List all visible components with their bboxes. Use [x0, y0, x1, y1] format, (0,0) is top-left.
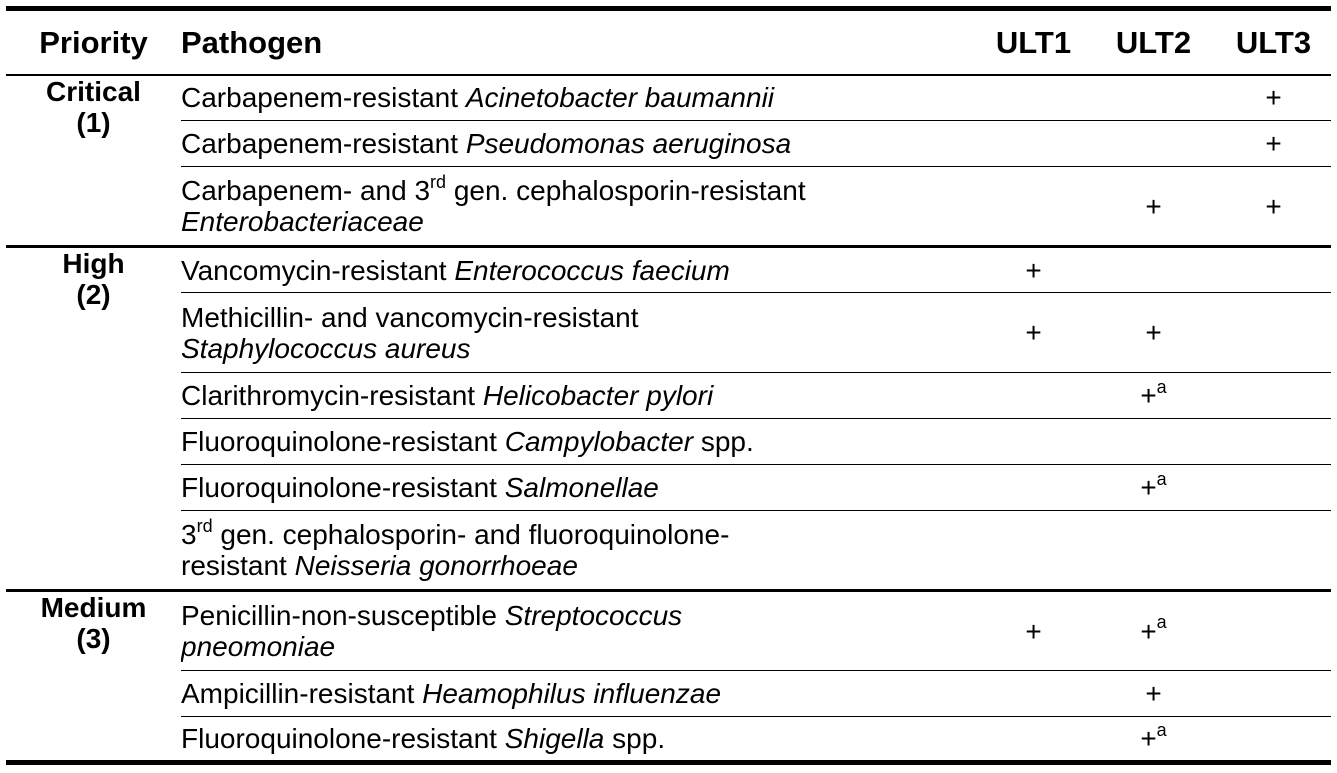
pathogen-text: Campylobacter — [504, 426, 694, 457]
pathogen-text: Carbapenem- and 3 — [181, 175, 431, 206]
priority-pathogen-table — [6, 6, 1331, 765]
pathogen-cell — [181, 511, 976, 591]
pathogen-text: Penicillin-non-susceptible — [181, 600, 505, 631]
ult2-cell — [1091, 465, 1216, 511]
priority-number: (1) — [76, 106, 111, 138]
pathogen-text: Pseudomonas aeruginosa — [465, 128, 792, 159]
pathogen-text: gen. cephalosporin- and fluoroquinolone- — [212, 519, 730, 550]
pathogen-cell — [181, 167, 976, 247]
priority-number: (3) — [76, 623, 111, 654]
ult1-cell — [976, 293, 1091, 373]
plus-mark: + — [1140, 723, 1157, 754]
ult1-cell — [976, 717, 1091, 763]
pathogen-text: rd — [430, 171, 447, 192]
pathogen-cell — [181, 293, 976, 373]
pathogen-text: spp. — [693, 426, 754, 457]
ult2-cell — [1091, 511, 1216, 591]
priority-cell — [6, 247, 181, 591]
pathogen-text: Salmonellae — [504, 472, 659, 503]
footnote-mark: a — [1156, 468, 1167, 489]
ult1-cell — [976, 465, 1091, 511]
ult2-cell — [1091, 419, 1216, 465]
plus-mark: + — [1140, 615, 1157, 647]
pathogen-text: pneomoniae — [181, 631, 336, 662]
table-row — [6, 373, 1331, 419]
priority-number: (2) — [76, 279, 111, 310]
pathogen-text: Clarithromycin-resistant — [181, 380, 483, 411]
table-row — [6, 419, 1331, 465]
pathogen-text: Streptococcus — [504, 600, 683, 631]
ult2-cell — [1091, 293, 1216, 373]
pathogen-text: rd — [196, 515, 213, 536]
pathogen-text: Fluoroquinolone-resistant — [181, 723, 505, 754]
pathogen-text: Neisseria gonorrhoeae — [294, 550, 578, 581]
plus-mark: + — [1145, 190, 1162, 222]
table-row — [6, 717, 1331, 763]
pathogen-cell — [181, 671, 976, 717]
pathogen-text: Carbapenem-resistant — [181, 82, 466, 114]
ult1-cell — [976, 167, 1091, 247]
plus-mark: + — [1265, 190, 1282, 222]
ult3-cell — [1216, 373, 1331, 419]
ult2-cell — [1091, 671, 1216, 717]
priority-name: Critical — [46, 75, 141, 107]
pathogen-cell — [181, 591, 976, 671]
pathogen-cell — [181, 373, 976, 419]
pathogen-text: Methicillin- and vancomycin-resistant — [181, 301, 639, 333]
pathogen-cell — [181, 247, 976, 293]
footnote-mark: a — [1156, 612, 1167, 633]
ult3-cell — [1216, 465, 1331, 511]
priority-cell — [6, 75, 181, 247]
pathogen-text: Fluoroquinolone-resistant — [181, 472, 505, 503]
ult3-cell — [1216, 717, 1331, 763]
plus-mark: + — [1025, 254, 1042, 286]
table-row — [6, 167, 1331, 247]
pathogen-cell — [181, 75, 976, 121]
header-ult3: ULT3 — [1235, 24, 1312, 60]
pathogen-text: Vancomycin-resistant — [181, 254, 455, 286]
table-row — [6, 511, 1331, 591]
table-body — [6, 75, 1331, 763]
ult1-cell — [976, 373, 1091, 419]
header-ult1: ULT1 — [995, 24, 1072, 60]
ult3-cell — [1216, 167, 1331, 247]
header-priority: Priority — [39, 24, 148, 60]
pathogen-text: Ampicillin-resistant — [181, 678, 423, 709]
priority-name: High — [62, 248, 125, 279]
ult2-cell — [1091, 75, 1216, 121]
ult2-cell — [1091, 167, 1216, 247]
plus-mark: + — [1265, 128, 1282, 159]
pathogen-text: Fluoroquinolone-resistant — [181, 426, 505, 457]
ult3-cell — [1216, 75, 1331, 121]
plus-mark: + — [1265, 82, 1282, 114]
ult3-cell — [1216, 293, 1331, 373]
table-row — [6, 247, 1331, 293]
table-row — [6, 75, 1331, 121]
ult1-cell — [976, 121, 1091, 167]
plus-mark: + — [1025, 317, 1042, 348]
ult3-cell — [1216, 121, 1331, 167]
plus-mark: + — [1145, 678, 1162, 709]
pathogen-cell — [181, 717, 976, 763]
ult3-cell — [1216, 591, 1331, 671]
plus-mark: + — [1140, 472, 1157, 503]
pathogen-cell — [181, 121, 976, 167]
priority-cell — [6, 591, 181, 763]
table-row — [6, 465, 1331, 511]
footnote-mark: a — [1156, 719, 1167, 740]
header-ult2: ULT2 — [1115, 24, 1192, 60]
ult2-cell — [1091, 591, 1216, 671]
plus-mark: + — [1025, 615, 1042, 647]
ult2-cell — [1091, 717, 1216, 763]
pathogen-text: Acinetobacter baumannii — [465, 82, 775, 114]
header-row — [6, 9, 1331, 75]
pathogen-cell — [181, 465, 976, 511]
pathogen-text: Heamophilus influenzae — [422, 678, 722, 709]
pathogen-text: Enterococcus faecium — [454, 254, 730, 286]
plus-mark: + — [1140, 380, 1157, 411]
pathogen-text: Staphylococcus aureus — [181, 332, 471, 364]
ult1-cell — [976, 511, 1091, 591]
ult1-cell — [976, 671, 1091, 717]
table-row — [6, 293, 1331, 373]
pathogen-text: Carbapenem-resistant — [181, 128, 466, 159]
pathogen-text: gen. cephalosporin-resistant — [446, 175, 806, 206]
ult3-cell — [1216, 419, 1331, 465]
ult1-cell — [976, 419, 1091, 465]
pathogen-text: Shigella — [504, 723, 605, 754]
table-row — [6, 121, 1331, 167]
ult1-cell — [976, 591, 1091, 671]
ult1-cell — [976, 247, 1091, 293]
pathogen-text: spp. — [604, 723, 666, 754]
ult3-cell — [1216, 671, 1331, 717]
pathogen-text: resistant — [181, 550, 295, 581]
table-row — [6, 671, 1331, 717]
pathogen-text: Helicobacter pylori — [482, 380, 714, 411]
ult3-cell — [1216, 247, 1331, 293]
ult2-cell — [1091, 373, 1216, 419]
pathogen-cell — [181, 419, 976, 465]
priority-name: Medium — [40, 592, 147, 623]
pathogen-text: 3 — [181, 519, 197, 550]
ult2-cell — [1091, 247, 1216, 293]
pathogen-text: Enterobacteriaceae — [181, 206, 424, 237]
ult3-cell — [1216, 511, 1331, 591]
header-pathogen: Pathogen — [181, 24, 323, 60]
ult1-cell — [976, 75, 1091, 121]
ult2-cell — [1091, 121, 1216, 167]
table-row — [6, 591, 1331, 671]
plus-mark: + — [1145, 317, 1162, 348]
footnote-mark: a — [1156, 376, 1167, 397]
